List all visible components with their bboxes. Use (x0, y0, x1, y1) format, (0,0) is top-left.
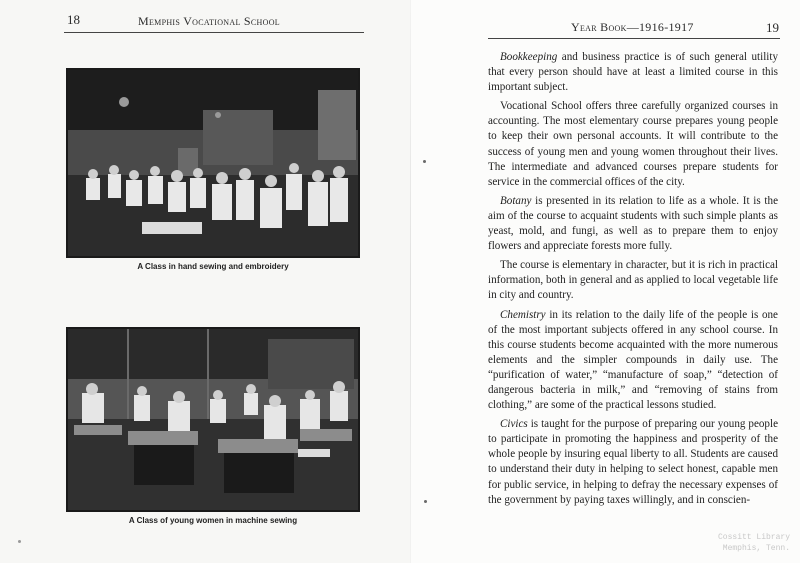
paragraph-bookkeeping: Bookkeeping and business practice is of such general utility that every person should have at least a limited course in this important subject. (488, 51, 778, 94)
subject-heading-botany: Botany (500, 194, 532, 207)
scan-speck (423, 160, 426, 163)
book-gutter (410, 0, 411, 563)
photo-caption-hand-sewing: A Class in hand sewing and embroidery (137, 262, 289, 271)
scan-speck (424, 500, 427, 503)
right-page-number: 19 (766, 20, 779, 35)
body-text-column (488, 50, 778, 512)
paragraph-accounting: Vocational School offers three carefully organized courses in accounting. The most elementary course prepares young people to keep their own personal accounts. It will contribute to the success of young men and young women throughout their lives. The intermediate and advanced courses prepare students for service in the commercial offices of the city. (488, 100, 778, 188)
photo-machine-sewing-class (66, 327, 360, 512)
right-header-rule (488, 38, 780, 39)
photo-hand-sewing-class (66, 68, 360, 258)
paragraph-civics: Civics is taught for the purpose of preparing our young people to participate in promoting the happiness and prosperity of the whole people by insuring equal liberty to all. Students are caused to understand their duty in helping to select honest, capable men for public service, in helping to defray the necessary expenses of the government by paying taxes willingly, and in conscien- (488, 418, 778, 506)
paragraph-chemistry: Chemistry in its relation to the daily life of the people is one of the most important subjects offered in any school course. In this course students become acquainted with the more numerous elements and the simpler compounds in daily use. The “purification of water,” “manufacture of soap,” “detection of dangerous bacteria in milk,” and “removing of stains from clothing,” are some of the practical lessons studied. (488, 308, 778, 412)
left-header-rule (64, 32, 364, 33)
subject-heading-chemistry: Chemistry (500, 308, 546, 321)
scan-speck (18, 540, 21, 543)
left-page-number: 18 (67, 12, 80, 27)
right-running-head: Year Book—1916-1917 (571, 20, 694, 34)
subject-heading-bookkeeping: Bookkeeping (500, 51, 558, 63)
photo-caption-machine-sewing: A Class of young women in machine sewing (128, 516, 298, 525)
paragraph-botany-course: The course is elementary in character, but it is rich in practical information, both in general and as applied to local vegetable life in city and country. (488, 259, 778, 302)
library-stamp: Cossitt Library Memphis, Tenn. (717, 533, 790, 553)
left-running-head: Memphis Vocational School (138, 14, 280, 28)
paragraph-botany: Botany is presented in its relation to life as a whole. It is the aim of the course to acquaint students with such simple plants as yeast, mold, and fungi, as well as to prepare them to enjoy flowers and appreciate forests more fully. (488, 194, 778, 253)
subject-heading-civics: Civics (500, 418, 528, 431)
